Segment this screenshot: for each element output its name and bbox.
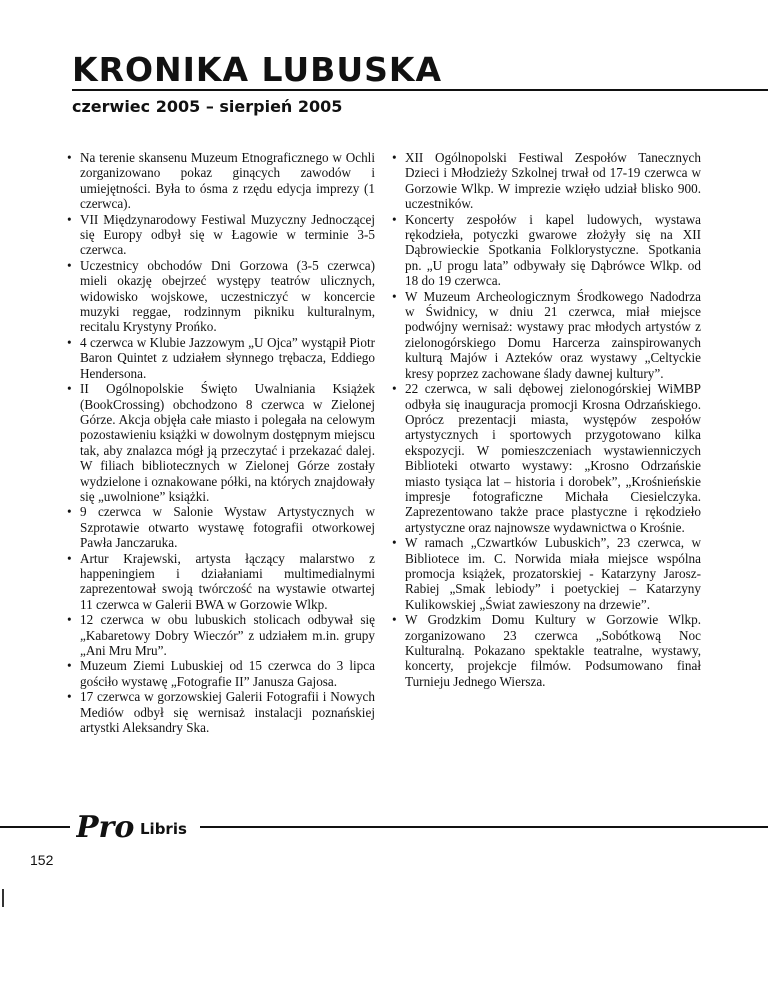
list-item: • W Muzeum Archeologicznym Środkowego Nadodrza w Świdnicy, w dniu 21 czerwca, miał miejsce podwójny wernisaż: wystawy prac młodych artystów z zielonogórskiego Domu Harcerza zainspirowanych kulturą Majów i Azteków oraz wystawy „Celtyckie kresy poprzez zachowane ślady dawnej kultury”.	[392, 289, 701, 381]
list-item: • W Grodzkim Domu Kultury w Gorzowie Wlkp. zorganizowano 23 czerwca „Sobótkową Noc Kulturalną. Pokazano spektakle teatralne, wystawy, koncerty, projekcje filmów. Podsumowano finał Turnieju Jednego Wiersza.	[392, 612, 701, 689]
page-title: KRONIKA LUBUSKA	[72, 50, 443, 89]
right-column	[392, 150, 701, 689]
list-item: • Na terenie skansenu Muzeum Etnograficznego w Ochli zorganizowano pokaz ginących zawodów i umiejętności. Była to ósma z rzędu edycja imprezy (1 czerwca).	[67, 150, 375, 212]
list-item: • 12 czerwca w obu lubuskich stolicach odbywał się „Kabaretowy Dobry Wieczór” z udziałem m.in. grupy „Ani Mru Mru”.	[67, 612, 375, 658]
date-range-subtitle: czerwiec 2005 – sierpień 2005	[72, 97, 343, 116]
list-item: • II Ogólnopolskie Święto Uwalniania Książek (BookCrossing) obchodzono 8 czerwca w Zielonej Górze. Akcja objęła całe miasto i polegała na celowym pozostawieniu książki w dowolnym dostępnym miejscu tak, aby znalazca mógł ją przeczytać i przekazać dalej. W filiach bibliotecznych w Zielonej Górze zostały wydzielone i oznakowane półki, na których znajdowały się „uwolnione” książki.	[67, 381, 375, 504]
list-item: • 17 czerwca w gorzowskiej Galerii Fotografii i Nowych Mediów odbył się wernisaż instalacji poznańskiej artystki Aleksandry Ska.	[67, 689, 375, 735]
title-underline	[72, 89, 768, 91]
list-item: • Koncerty zespołów i kapel ludowych, wystawa rękodzieła, potyczki gwarowe złożyły się na XII Dąbrowieckie Spotkania Folklorystyczne. Spotkania pn. „U progu lata” odbywały się Dąbrówce Wlkp. od 18 do 19 czerwca.	[392, 212, 701, 289]
list-item: • 9 czerwca w Salonie Wystaw Artystycznych w Szprotawie otwarto wystawę fotografii otworkowej Pawła Janczaruka.	[67, 504, 375, 550]
logo-libris-text: Libris	[140, 820, 187, 838]
list-item: • XII Ogólnopolski Festiwal Zespołów Tanecznych Dzieci i Młodzieży Szkolnej trwał od 17-19 czerwca w Gorzowie Wlkp. W imprezie wzięło udział blisko 900. uczestników.	[392, 150, 701, 212]
list-item: • 22 czerwca, w sali dębowej zielonogórskiej WiMBP odbyła się inauguracja promocji Krosna Odrzańskiego. Oprócz prezentacji miasta, występów zespołów artystycznych i sportowych przygotowano kilka ekspozycji. W pomieszczeniach wystawienniczych Biblioteki otwarto wystawy: „Krosno Odrzańskie miasto tysiąca lat – historia i dorobek”, „Krośnieńskie impresje fotograficzne Michała Ciesielczyka. Zaprezentowano także prace plastyczne i rękodzieło artystyczne oraz najnowsze wydawnictwa o Krośnie.	[392, 381, 701, 535]
page-number: 152	[30, 852, 54, 868]
list-item: • Uczestnicy obchodów Dni Gorzowa (3-5 czerwca) mieli okazję obejrzeć występy teatrów ulicznych, widowisko wojskowe, uczestniczyć w koncercie muzyki reggae, rodzinnym pikniku kulturalnym, recitalu Krystyny Prońko.	[67, 258, 375, 335]
pro-libris-logo	[76, 806, 201, 846]
list-item: • 4 czerwca w Klubie Jazzowym „U Ojca” wystąpił Piotr Baron Quintet z udziałem słynnego trębacza, Eddiego Hendersona.	[67, 335, 375, 381]
list-item: • Artur Krajewski, artysta łączący malarstwo z happeningiem i działaniami multimedialnymi zaprezentował swoją twórczość na wystawie otwartej 11 czerwca w Galerii BWA w Gorzowie Wlkp.	[67, 551, 375, 613]
list-item: • VII Międzynarodowy Festiwal Muzyczny Jednoczącej się Europy odbył się w Łagowie w terminie 3-5 czerwca.	[67, 212, 375, 258]
list-item: • Muzeum Ziemi Lubuskiej od 15 czerwca do 3 lipca gościło wystawę „Fotografie II” Janusza Gajosa.	[67, 658, 375, 689]
margin-tick-mark	[2, 889, 4, 907]
logo-pro-text: Pro	[76, 810, 135, 845]
list-item: • W ramach „Czwartków Lubuskich”, 23 czerwca, w Bibliotece im. C. Norwida miała miejsce wspólna promocja książek, prozatorskiej - Katarzyny Jarosz-Rabiej „Smak lebiody” i poetyckiej – Katarzyny Kulikowskiej „Świat zawieszony na drzewie”.	[392, 535, 701, 612]
left-column	[67, 150, 375, 735]
